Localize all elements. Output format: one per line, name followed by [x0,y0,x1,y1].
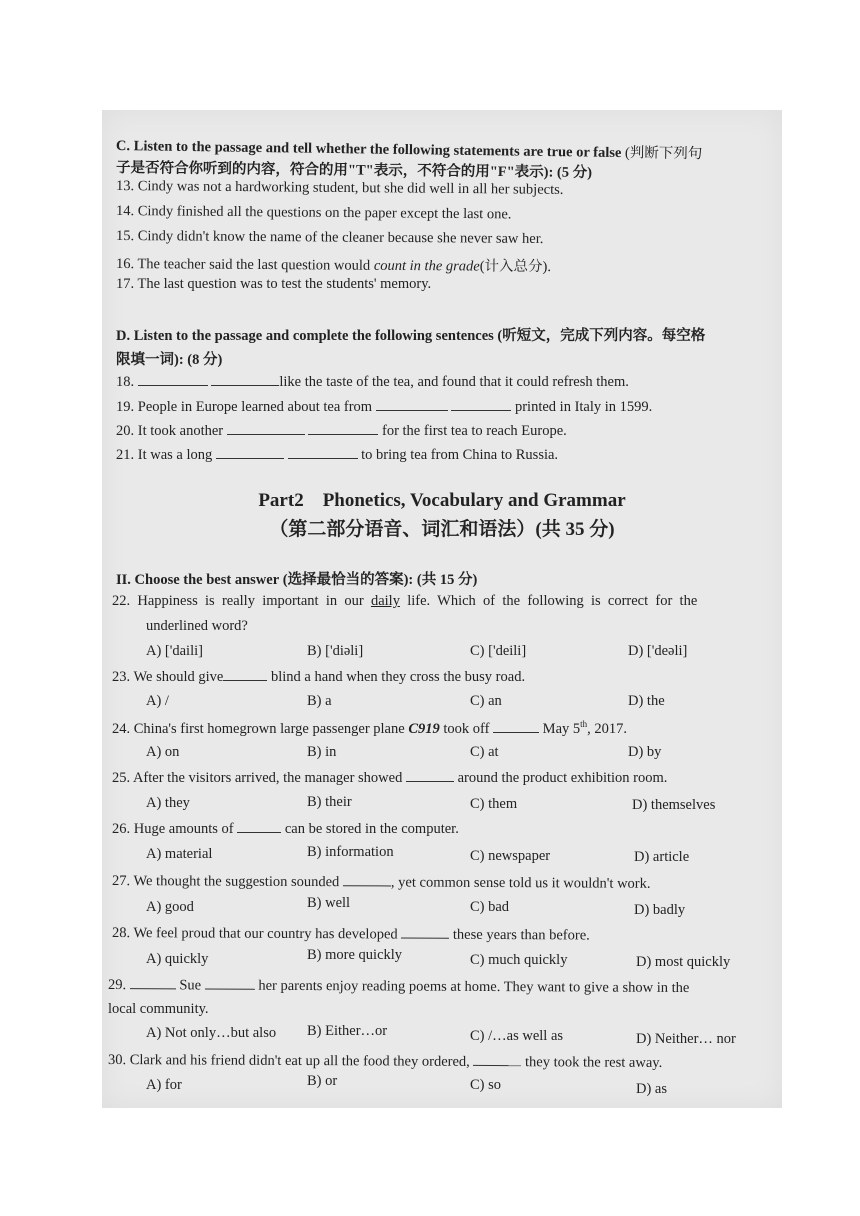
q22-option-d[interactable]: D) ['deəli] [628,643,688,659]
q23-option-d[interactable]: D) the [628,693,665,709]
sentence-21-post: to bring tea from China to Russia. [361,447,559,463]
blank-18a[interactable] [138,373,208,386]
sentence-20-post: for the first tea to reach Europe. [382,423,567,439]
exam-paper [102,110,782,1108]
question-26 [112,820,459,838]
sentence-21 [116,446,558,464]
question-25 [112,769,667,787]
question-29-pre: 29. [107,977,127,994]
q25-option-b[interactable]: B) their [307,794,352,810]
statement-16-tail: (计入总分). [479,258,552,276]
blank-19b[interactable] [451,398,511,411]
question-24-end: , 2017. [587,720,628,737]
blank-27[interactable] [343,873,391,886]
section-ii-heading [116,568,477,589]
q24-option-c[interactable]: C) at [470,744,499,760]
q29-option-b[interactable]: B) Either…or [307,1023,388,1039]
question-30 [108,1051,662,1072]
q23-option-c[interactable]: C) an [470,693,502,709]
question-24-mid: took off [443,720,490,737]
q28-option-a[interactable]: A) quickly [146,951,209,967]
q30-option-d[interactable]: D) as [636,1081,668,1097]
question-26-pre: 26. Huge amounts of [112,821,234,837]
q28-option-b[interactable]: B) more quickly [307,947,403,963]
q27-option-c[interactable]: C) bad [470,899,510,915]
question-30-pre: 30. Clark and his friend didn't eat up all the food they ordered, [107,1052,470,1070]
q28-option-c[interactable]: C) much quickly [470,952,568,968]
blank-20a[interactable] [227,422,305,435]
statement-16-text: 16. The teacher said the last question would [115,256,371,274]
part2-subtitle: （第二部分语音、词汇和语法）(共 35 分) [269,519,615,540]
section-c-heading-en: C. Listen to the passage and tell whether the following statements are true or false [115,138,622,162]
sentence-21-pre: 21. It was a long [116,447,213,463]
section-d-heading-line2 [116,348,222,369]
q30-option-c[interactable]: C) so [470,1077,502,1093]
blank-19a[interactable] [376,398,448,411]
statement-15: 15. Cindy didn't know the name of the cleaner because she never saw her. [115,228,544,247]
blank-29b[interactable] [205,977,255,990]
question-23 [112,668,525,686]
question-23-post: blind a hand when they cross the busy road. [270,669,526,685]
question-24-sup: th [580,719,588,729]
question-25-post: around the product exhibition room. [457,770,668,786]
statement-13: 13. Cindy was not a hardworking student, but she did well in all her subjects. [115,178,564,198]
question-27 [112,872,651,893]
q22-option-b[interactable]: B) ['diəli] [307,643,364,659]
question-26-post: can be stored in the computer. [284,821,459,837]
sentence-18-number: 18. [116,374,135,390]
q29-option-a[interactable]: A) Not only…but also [146,1025,277,1041]
question-22-pre: 22. Happiness is really important in our [112,593,364,609]
sentence-20-pre: 20. It took another [116,423,224,439]
question-29 [108,976,689,997]
statement-16-italic: count in the grade [373,257,480,275]
section-c-heading-cn1: (判断下列句 [624,145,703,163]
question-24-pre: 24. China's first homegrown large passenger plane [112,720,405,737]
blank-23[interactable] [223,668,267,681]
statement-14: 14. Cindy finished all the questions on the paper except the last one. [115,203,512,223]
section-ii-heading-cn: (选择最恰当的答案): (共 15 分) [282,572,478,588]
question-29-line2: local community. [108,1001,209,1017]
blank-30[interactable] [473,1053,521,1066]
q23-option-a[interactable]: A) / [146,693,169,709]
question-22-post: life. Which of the following is correct for the [407,593,698,609]
q23-option-b[interactable]: B) a [307,693,332,709]
section-ii-heading-en: II. Choose the best answer [116,572,280,588]
sentence-19-pre: 19. People in Europe learned about tea from [116,399,373,415]
sentence-19-post: printed in Italy in 1599. [514,399,653,415]
question-27-pre: 27. We thought the suggestion sounded [111,873,340,891]
question-28-pre: 28. We feel proud that our country has developed [111,925,398,943]
section-c-heading-cn2: 子是否符合你听到的内容，符合的用"T"表示，不符合的用"F"表示 [115,160,544,181]
blank-24[interactable] [493,720,539,733]
question-28 [112,924,590,945]
q25-option-c[interactable]: C) them [470,796,518,812]
q25-option-d[interactable]: D) themselves [632,797,716,813]
q29-option-d[interactable]: D) Neither… nor [636,1031,736,1047]
q30-option-a[interactable]: A) for [146,1077,182,1093]
q26-option-a[interactable]: A) material [146,846,213,862]
section-c-heading-score: ): (5 分) [543,164,593,181]
q24-option-b[interactable]: B) in [307,744,337,760]
sentence-19 [116,398,652,416]
question-22-line2: underlined word? [146,618,248,634]
q26-option-b[interactable]: B) information [307,844,394,860]
q30-option-b[interactable]: B) or [307,1073,338,1089]
section-d-heading [116,324,705,345]
sentence-20 [116,422,567,440]
question-30-post: they took the rest away. [524,1054,663,1071]
q29-option-c[interactable]: C) /…as well as [470,1028,564,1044]
question-24-post: May 5 [542,720,581,737]
question-24-plane: C919 [408,720,440,737]
q25-option-a[interactable]: A) they [146,795,190,811]
blank-20b[interactable] [308,422,378,435]
question-29-post: her parents enjoy reading poems at home. They want to give a show in the [258,977,690,997]
blank-26[interactable] [237,820,281,833]
statement-17: 17. The last question was to test the students' memory. [116,276,432,292]
q22-option-c[interactable]: C) ['deili] [470,643,527,659]
sentence-18 [116,373,629,391]
blank-29a[interactable] [130,976,176,989]
section-d-heading-en: D. Listen to the passage and complete the following sentences [116,328,494,344]
question-27-post: , yet common sense told us it wouldn't work. [390,874,651,892]
q27-option-d[interactable]: D) badly [634,902,686,918]
q27-option-a[interactable]: A) good [146,899,194,915]
section-d-heading-cn2: 限填一词): (8 分) [116,352,223,368]
question-25-pre: 25. After the visitors arrived, the manager showed [112,770,403,786]
question-22-underlined: daily [370,593,400,609]
blank-21a[interactable] [216,446,284,459]
blank-21b[interactable] [288,446,358,459]
statement-16 [116,252,551,276]
section-d-heading-cn: (听短文，完成下列内容。每空格 [497,328,706,344]
q24-option-a[interactable]: A) on [146,744,180,760]
question-29-mid: Sue [179,977,202,994]
q26-option-d[interactable]: D) article [634,849,690,865]
q27-option-b[interactable]: B) well [307,895,351,911]
sentence-18-text: like the taste of the tea, and found that it could refresh them. [279,374,629,390]
question-23-pre: 23. We should give [112,669,224,685]
q24-option-d[interactable]: D) by [628,744,662,760]
q28-option-d[interactable]: D) most quickly [636,954,731,970]
question-28-post: these years than before. [452,926,590,944]
part2-title: Part2 Phonetics, Vocabulary and Grammar [258,490,626,511]
question-22 [112,593,697,610]
blank-18b[interactable] [211,373,279,386]
q22-option-a[interactable]: A) ['daili] [146,643,203,659]
q26-option-c[interactable]: C) newspaper [470,848,551,864]
blank-25[interactable] [406,769,454,782]
blank-28[interactable] [401,926,449,939]
question-24 [112,719,627,738]
